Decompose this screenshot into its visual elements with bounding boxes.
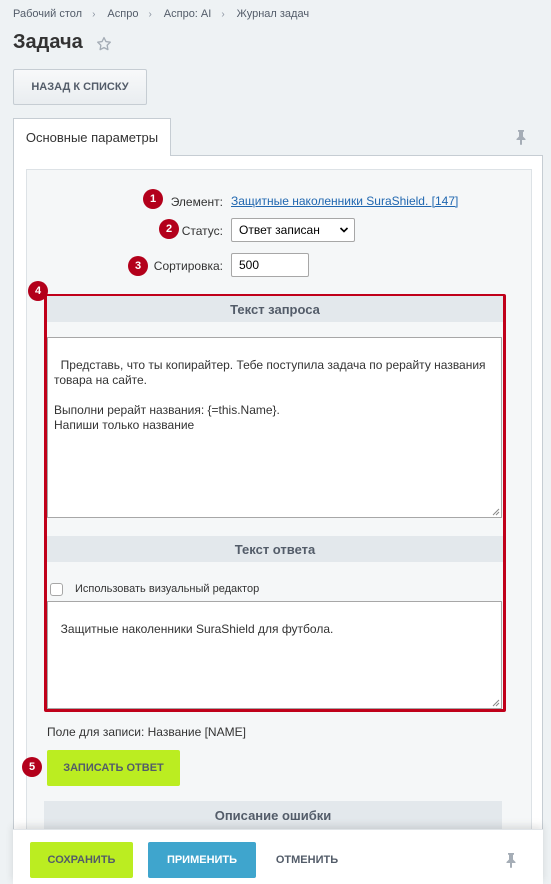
resize-grip-icon[interactable]	[491, 507, 500, 516]
tabs-bar	[13, 118, 543, 156]
error-section-header: Описание ошибки	[44, 801, 502, 829]
pin-icon[interactable]	[504, 852, 518, 868]
response-section-header: Текст ответа	[47, 536, 503, 562]
visual-editor-checkbox[interactable]	[50, 583, 63, 596]
resize-grip-icon[interactable]	[491, 698, 500, 707]
element-label: Элемент:	[170, 195, 223, 209]
request-textarea[interactable]	[47, 337, 502, 518]
star-icon[interactable]	[95, 35, 113, 53]
breadcrumb	[13, 7, 309, 21]
apply-button[interactable]: ПРИМЕНИТЬ	[148, 842, 256, 878]
sort-label: Сортировка:	[153, 259, 223, 273]
marker-badge-4: 4	[28, 281, 48, 301]
write-answer-button[interactable]: ЗАПИСАТЬ ОТВЕТ	[47, 750, 180, 786]
status-select-value: Ответ записан	[239, 223, 320, 237]
chevron-right-icon: ›	[148, 8, 152, 20]
visual-editor-label: Использовать визуальный редактор	[75, 583, 260, 595]
tab-main-params[interactable]: Основные параметры	[13, 118, 171, 157]
status-select[interactable]	[231, 218, 355, 242]
sort-input[interactable]: 500	[231, 253, 309, 277]
back-to-list-button[interactable]: НАЗАД К СПИСКУ	[13, 69, 147, 105]
marker-badge-2: 2	[159, 219, 179, 239]
marker-badge-1: 1	[143, 189, 163, 209]
request-section-header: Текст запроса	[47, 296, 503, 322]
breadcrumb-item-aspro[interactable]: Аспро	[107, 8, 139, 20]
chevron-right-icon: ›	[221, 8, 225, 20]
chevron-right-icon: ›	[92, 8, 96, 20]
breadcrumb-item-aspro-ai[interactable]: Аспро: AI	[163, 8, 212, 20]
marker-badge-3: 3	[128, 256, 148, 276]
element-link[interactable]: Защитные наколенники SuraShield. [147]	[231, 194, 459, 208]
response-textarea[interactable]	[47, 601, 502, 709]
save-button[interactable]: СОХРАНИТЬ	[30, 842, 133, 878]
pin-icon[interactable]	[514, 129, 528, 145]
footer-bar	[13, 829, 543, 884]
request-text: Представь, что ты копирайтер. Тебе поступила задача по рерайту названия товара на сайте. Выполни рерайт названия: {=this.Name}. Напиши только название	[54, 358, 486, 432]
cancel-button[interactable]: ОТМЕНИТЬ	[275, 854, 339, 866]
field-note: Поле для записи: Название [NAME]	[47, 725, 246, 739]
marker-badge-5: 5	[22, 757, 42, 777]
response-text: Защитные наколенники SuraShield для футбола.	[60, 622, 334, 636]
status-label: Статус:	[181, 224, 223, 238]
breadcrumb-item-task-log[interactable]: Журнал задач	[236, 8, 310, 20]
page-title: Задача	[13, 31, 83, 53]
chevron-down-icon	[339, 225, 349, 235]
breadcrumb-item-desktop[interactable]: Рабочий стол	[13, 8, 83, 20]
